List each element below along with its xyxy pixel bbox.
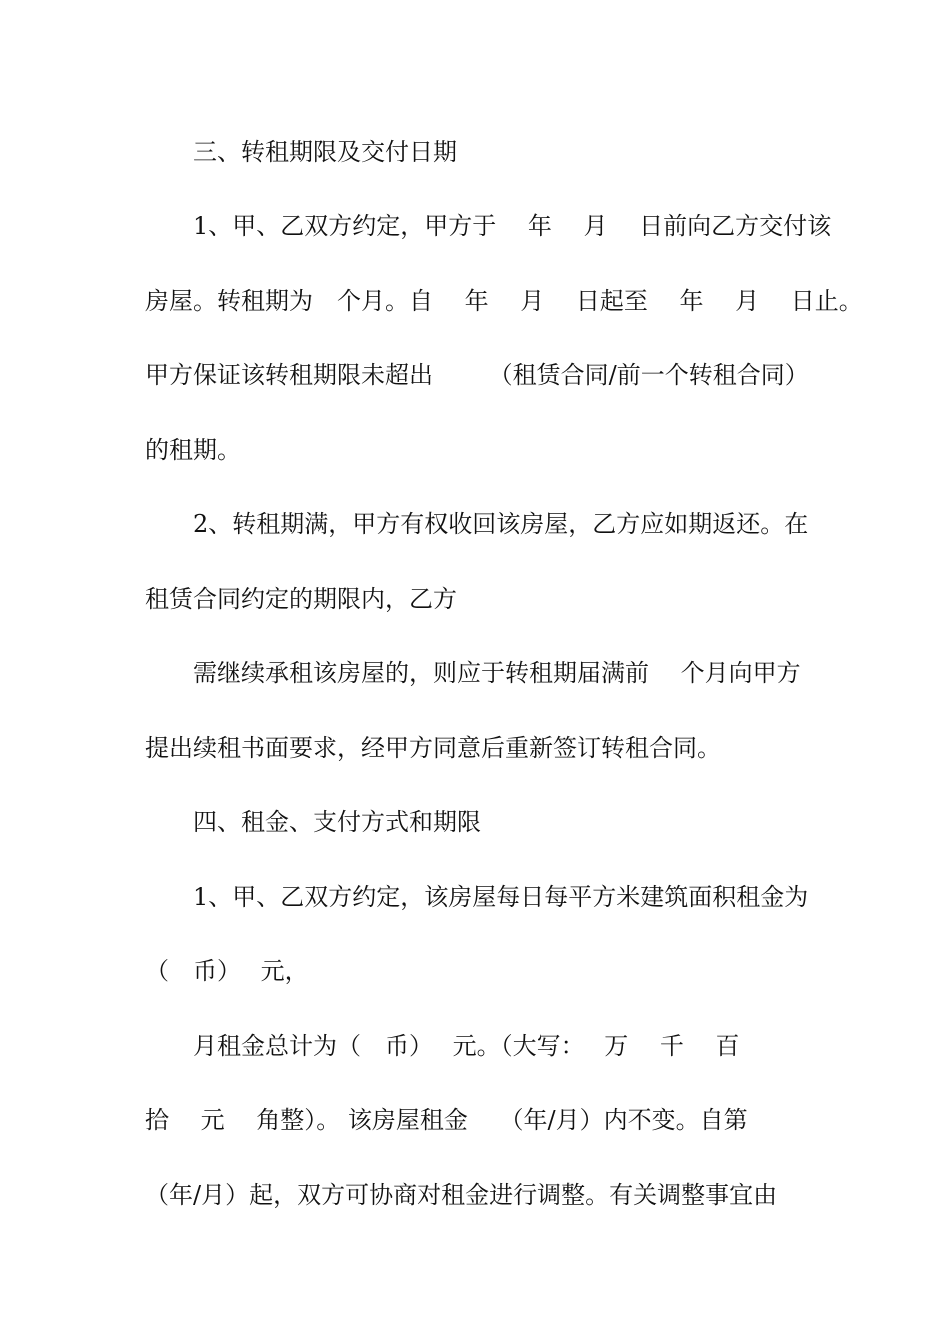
paragraph-line: 拾 元 角整）。 该房屋租金 （年/月）内不变。自第 [145,1106,748,1134]
paragraph-line: （ 币） 元， [145,957,309,985]
paragraph-line: 房屋。转租期为 个月。自 年 月 日起至 年 月 日止。 [145,287,863,315]
paragraph-line: 需继续承租该房屋的，则应于转租期届满前 个月向甲方 [193,659,801,687]
paragraph-line: 月租金总计为（ 币） 元。（大写： 万 千 百 [193,1032,740,1060]
section-heading-4: 四、租金、支付方式和期限 [193,808,481,836]
paragraph-line: 2、转租期满，甲方有权收回该房屋，乙方应如期返还。在 [193,510,809,538]
paragraph-line: 提出续租书面要求，经甲方同意后重新签订转租合同。 [145,734,721,762]
section-heading-3: 三、转租期限及交付日期 [193,138,457,166]
paragraph-line: （年/月）起，双方可协商对租金进行调整。有关调整事宜由 [145,1181,778,1209]
paragraph-line: 1、甲、乙双方约定，该房屋每日每平方米建筑面积租金为 [193,883,809,911]
paragraph-line: 租赁合同约定的期限内，乙方 [145,585,457,613]
paragraph-line: 1、甲、乙双方约定，甲方于 年 月 日前向乙方交付该 [193,212,832,240]
paragraph-line: 甲方保证该转租期限未超出 （租赁合同/前一个转租合同） [145,361,809,389]
paragraph-line: 的租期。 [145,436,241,464]
